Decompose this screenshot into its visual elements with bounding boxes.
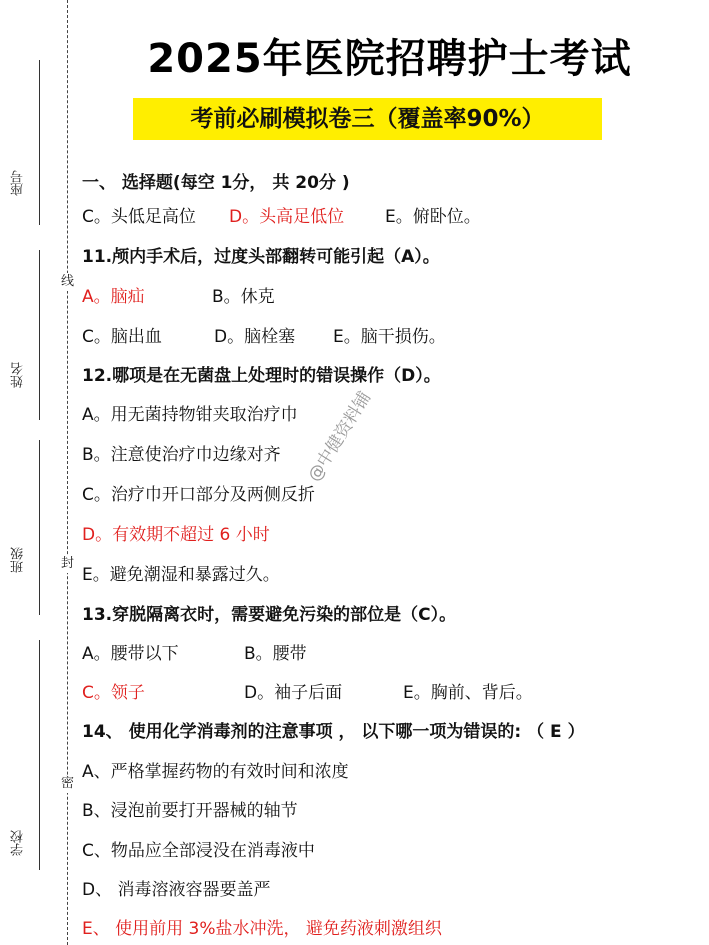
class-line bbox=[39, 440, 40, 615]
option-line: C。头低足高位 bbox=[82, 207, 196, 227]
option-answer: D。有效期不超过 6 小时 bbox=[82, 525, 270, 545]
option-line: A、严格掌握药物的有效时间和浓度 bbox=[82, 762, 349, 782]
option-line: C。脑出血 bbox=[82, 327, 162, 347]
option-answer: C。领子 bbox=[82, 683, 145, 703]
question-12: 12.哪项是在无菌盘上处理时的错误操作（D）。 bbox=[82, 366, 441, 386]
option-line: B。休克 bbox=[212, 287, 275, 307]
subtitle-banner: 考前必刷模拟卷三（覆盖率90%） bbox=[133, 98, 602, 140]
question-14: 14、 使用化学消毒剂的注意事项 ， 以下哪一项为错误的: （ E ） bbox=[82, 722, 585, 742]
seat-number-field bbox=[8, 60, 48, 225]
name-field bbox=[8, 250, 48, 420]
option-line: E。胸前、背后。 bbox=[403, 683, 533, 703]
class-field bbox=[8, 440, 48, 615]
option-line: D、 消毒溶液容器要盖严 bbox=[82, 880, 271, 900]
seat-number-line bbox=[39, 60, 40, 225]
option-line: E。避免潮湿和暴露过久。 bbox=[82, 565, 280, 585]
page-title: 2025年医院招聘护士考试 bbox=[147, 36, 632, 82]
question-11: 11.颅内手术后，过度头部翻转可能引起（A）。 bbox=[82, 247, 440, 267]
section-title: 一、 选择题(每空 1分， 共 20分 ) bbox=[82, 173, 350, 193]
question-13: 13.穿脱隔离衣时，需要避免污染的部位是（C）。 bbox=[82, 605, 457, 625]
option-answer: E、 使用前用 3%盐水冲洗， 避免药液刺激组织 bbox=[82, 919, 442, 939]
option-line: D。脑栓塞 bbox=[214, 327, 296, 347]
name-line bbox=[39, 250, 40, 420]
seal-char-xian: 线 bbox=[60, 274, 74, 289]
school-line bbox=[39, 640, 40, 870]
option-line: D。袖子后面 bbox=[244, 683, 343, 703]
option-line: E。脑干损伤。 bbox=[333, 327, 446, 347]
watermark: @中健资料铺 bbox=[304, 388, 376, 486]
option-line: A。腰带以下 bbox=[82, 644, 179, 664]
option-line: B。腰带 bbox=[244, 644, 307, 664]
binding-margin bbox=[0, 0, 60, 945]
school-field bbox=[8, 640, 48, 870]
cut-line bbox=[67, 0, 68, 945]
option-answer: A。脑疝 bbox=[82, 287, 145, 307]
name-label: 姓名 bbox=[11, 362, 26, 388]
option-line: C。治疗巾开口部分及两侧反折 bbox=[82, 485, 315, 505]
school-label: 学校 bbox=[11, 830, 26, 856]
option-answer: D。头高足低位 bbox=[229, 207, 345, 227]
option-line: A。用无菌持物钳夹取治疗巾 bbox=[82, 405, 298, 425]
seal-char-feng: 封 bbox=[60, 556, 74, 571]
seal-char-mi: 密 bbox=[60, 776, 74, 791]
option-line: B。注意使治疗巾边缘对齐 bbox=[82, 445, 281, 465]
option-line: C、物品应全部浸没在消毒液中 bbox=[82, 841, 315, 861]
option-line: E。俯卧位。 bbox=[385, 207, 481, 227]
option-line: B、浸泡前要打开器械的轴节 bbox=[82, 801, 298, 821]
seat-number-label: 座号 bbox=[11, 170, 26, 196]
class-label: 班级 bbox=[11, 547, 26, 573]
